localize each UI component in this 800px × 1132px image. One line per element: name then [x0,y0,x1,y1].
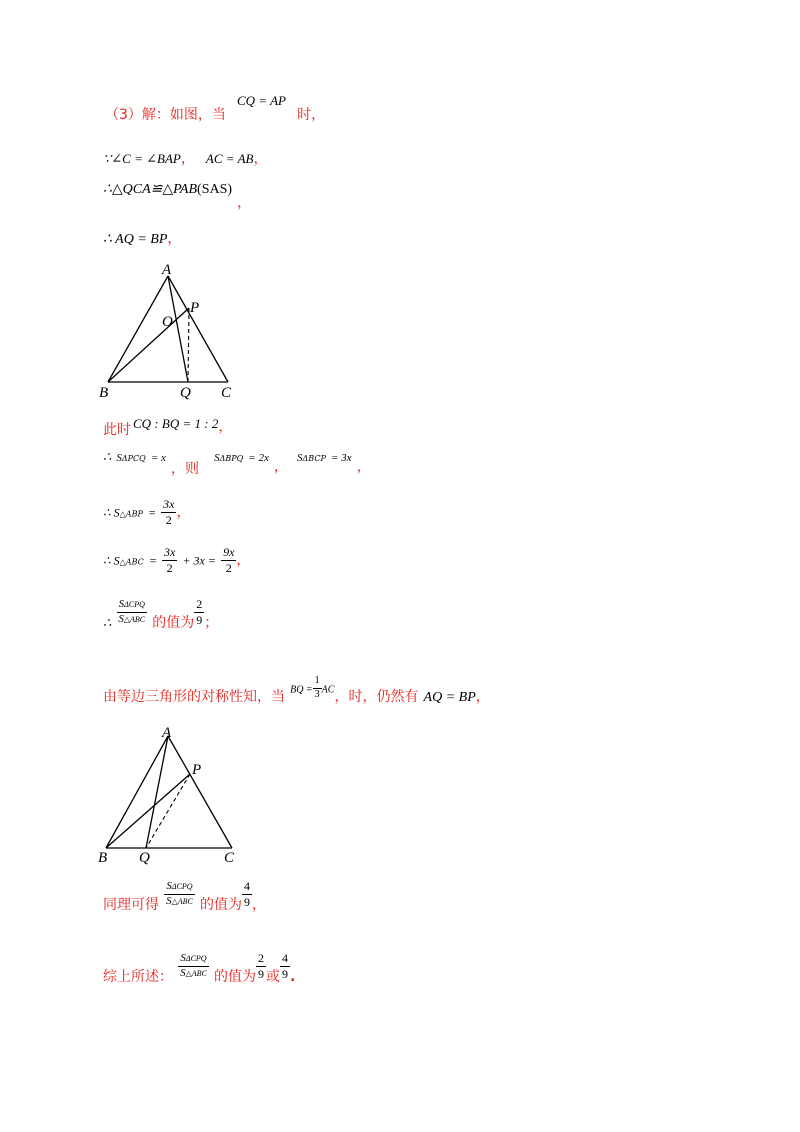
line8-denominator-2: 2 [225,560,232,575]
line9-value-numerator: 2 [196,597,203,611]
fig1-label-q: Q [180,385,191,401]
line12-value2-denominator: 9 [281,966,288,981]
line7-denominator: 2 [165,512,172,527]
line7-therefore: ∴ S [103,505,120,520]
line-1 [105,93,326,123]
line10-middle: ，时，仍然有 [334,688,419,705]
line-9 [103,597,219,631]
line3-sas: (SAS) [197,182,233,197]
line11-prefix: 同理可得 [103,896,159,913]
line12-s-cpq-sub: ΔCPQ [185,954,207,964]
fig2-label-a: A [162,725,172,741]
line8-fraction-2 [221,546,236,574]
line7-numerator: 3x [163,497,175,511]
fig1-side-ab [108,276,168,382]
line-11 [103,879,266,913]
line8-numerator-1: 3x [164,545,176,559]
fig1-segment-pq [188,308,189,382]
fig1-label-a: A [162,262,172,278]
line5-ratio: CQ : BQ = 1 : 2 [133,416,219,431]
line9-therefore: ∴ [103,614,112,630]
line10-rhs: AC [321,684,335,696]
line7-end: ， [176,504,191,521]
fig2-label-c: C [224,850,235,866]
line-7 [103,498,190,526]
line10-math: AQ = BP [423,689,476,705]
line9-value-fraction [194,598,204,626]
line1-suffix: 时， [297,107,326,123]
line6-s3: S [297,452,303,464]
line-2 [103,150,267,166]
line6-end: ， [356,459,371,475]
line-3 [103,180,252,211]
fig2-side-ab [106,736,168,848]
fig1-label-c: C [221,385,232,401]
line12-s-abc: S [180,966,186,979]
line12-ratio-fraction [178,953,209,979]
line8-numerator-2: 9x [223,545,235,559]
fig1-label-b: B [99,385,109,401]
line8-middle: + 3x = [182,553,216,568]
line12-or: 或 [265,968,280,985]
line12-value1-fraction [256,952,266,980]
line12-value2-fraction [280,952,290,980]
line11-value-numerator: 4 [243,879,250,893]
line4-end: ， [167,231,182,247]
line12-value1-numerator: 2 [257,951,264,965]
line10-fraction [313,676,322,700]
fig2-label-p: P [192,762,202,778]
fig1-label-o: O [162,314,173,330]
line9-value-denominator: 9 [196,612,203,627]
fig2-label-b: B [98,850,108,866]
line11-ratio-denominator [164,895,195,908]
line-12 [103,951,296,985]
line11-ratio-numerator [164,881,194,895]
line-8 [103,546,250,574]
line2-math2: AC = AB [205,151,254,166]
fig2-segment-pq [146,774,190,848]
line2-sep: ， [180,151,195,167]
line12-ratio-numerator [178,953,208,967]
line12-s-cpq: S [180,952,186,965]
line3-end: ， [237,195,252,211]
line10-end: ， [475,688,490,705]
line1-prefix: （3）解：如图，当 [105,107,226,123]
line6-s1: S [116,452,122,464]
line12-value1-denominator: 9 [257,966,264,981]
line11-text: 的值为 [199,896,242,913]
line6-s3-value: = 3x [330,452,352,464]
line9-end: ； [204,614,219,631]
line12-prefix: 综上所述： [103,968,173,985]
line11-end: ， [251,896,266,913]
line8-end: ， [236,552,251,569]
line9-ratio-numerator [117,599,147,613]
line11-value-denominator: 9 [243,894,250,909]
line10-numerator: 1 [313,676,322,689]
figure-1-triangle [96,260,246,405]
line11-s-abc-sub: △ABC [171,896,193,906]
line6-therefore: ∴ [103,449,112,464]
fig1-label-p: P [190,300,200,316]
line10-lhs: BQ = [290,684,313,696]
line8-sub: △ABC [119,557,144,567]
line6-s1-value: = x [150,452,166,464]
line5-end: ， [218,419,233,435]
line6-s1-sub: ΔPCQ [121,454,146,463]
line9-ratio-denominator [116,613,147,626]
line8-therefore: ∴ S [103,553,120,568]
line12-ratio-denominator [178,967,209,980]
line9-s-cpq: S [118,598,125,611]
fig2-label-q: Q [139,850,150,866]
line11-s-cpq: S [166,880,172,893]
line7-fraction [161,498,176,526]
line11-s-abc: S [166,894,172,907]
line2-math1: ∵∠C = ∠BAP [103,151,181,166]
line7-eq: = [147,505,157,520]
line-5 [103,416,233,438]
line9-s-cpq-sub: ΔCPQ [124,600,145,610]
fig2-segment-aq [146,736,168,848]
line3-math: ∴△QCA≌△PAB [103,182,198,197]
line-6 [103,448,371,477]
fig1-segment-bp [108,308,189,382]
line4-math: ∴ AQ = BP [103,232,168,247]
line7-sub: △ABP [119,509,143,519]
line6-sep: ， [273,459,288,475]
line9-s-abc-sub: △ABC [123,614,146,624]
line6-s2-sub: ΔBPQ [219,454,244,463]
line10-prefix: 由等边三角形的对称性知，当 [103,688,285,705]
line-4 [103,230,181,247]
line6-then: ，则 [170,461,199,477]
fig2-side-ac [168,736,232,848]
line10-denominator: 3 [314,688,320,700]
line9-text: 的值为 [152,614,195,631]
line12-text: 的值为 [213,968,256,985]
line9-ratio-fraction [116,599,147,625]
line12-end: . [289,968,296,985]
line11-ratio-fraction [164,881,195,907]
line1-condition: CQ = AP [237,93,286,108]
line9-s-abc: S [118,612,124,625]
line8-fraction-1 [162,546,177,574]
line-10 [103,675,490,705]
line12-s-abc-sub: △ABC [185,968,207,978]
line8-denominator-1: 2 [166,560,173,575]
fig1-side-ac [168,276,228,382]
line12-value2-numerator: 4 [281,951,288,965]
line8-eq: = [148,553,157,568]
line5-prefix: 此时 [103,422,131,438]
line6-s2-value: = 2x [248,452,269,464]
figure-2-triangle [96,722,246,867]
line11-s-cpq-sub: ΔCPQ [171,882,193,892]
line6-s3-sub: ΔBCP [302,454,326,463]
line11-value-fraction [242,880,252,908]
line2-end: ， [253,151,268,167]
line6-s2: S [214,452,220,464]
